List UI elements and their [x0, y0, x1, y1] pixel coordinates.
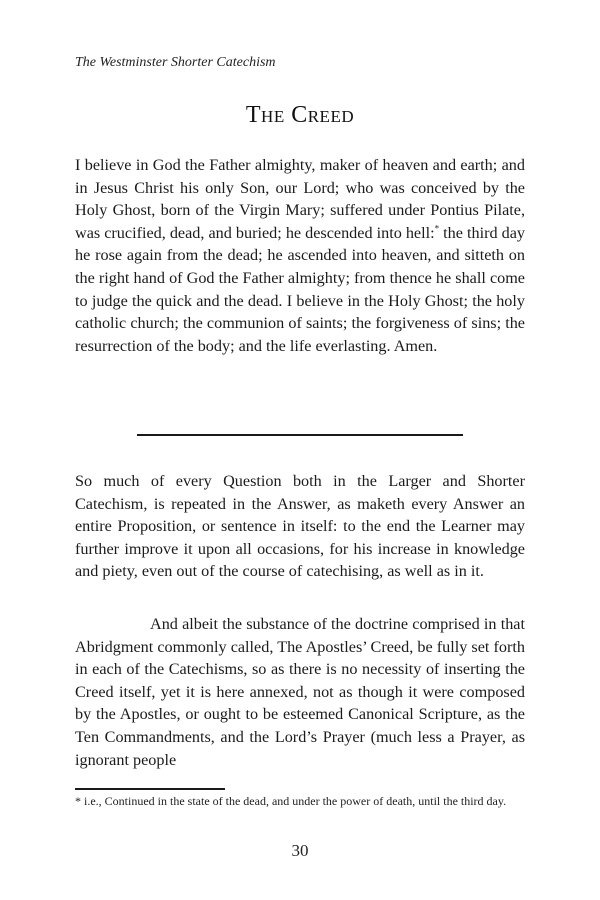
- creed-paragraph: [75, 154, 525, 357]
- note-paragraph-2: And albeit the substance of the doctrine comprised in that Abridgment commonly called, The Apostles’ Creed, be fully set forth in each of the Catechisms, so as there is no necessity of inserting the Creed itself, yet it is here annexed, not as though it were composed by the Apostles, or ought to be esteemed Canonical Scripture, as the Ten Commandments, and the Lord’s Prayer (much less a Prayer, as ignorant people: [75, 615, 525, 769]
- page-title: The Creed: [245, 102, 355, 128]
- footnote-text: i.e., Continued in the state of the dead, and under the power of death, until the third day.: [81, 794, 507, 808]
- footnote: [75, 793, 525, 810]
- running-head: The Westminster Shorter Catechism: [75, 55, 276, 70]
- footnote-reference: *: [434, 223, 440, 234]
- creed-text-part-1: I believe in God the Father almighty, maker of heaven and earth; and in Jesus Christ his only Son, our Lord; who was conceived by the Holy Ghost, born of the Virgin Mary; suffered under Pontius Pilate, was crucified, dead, and buried; he descended into hell:: [75, 156, 525, 242]
- page-number: 30: [291, 841, 309, 860]
- section-divider: [137, 434, 463, 436]
- footnote-divider: [75, 788, 225, 790]
- footnote-marker: *: [75, 794, 81, 808]
- creed-text-part-2: the third day he rose again from the dead; he ascended into heaven, and sitteth on the right hand of God the Father almighty; from thence he shall come to judge the quick and the dead. I believe in the Holy Ghost; the holy catholic church; the communion of saints; the forgiveness of sins; the resurrection of the body; and the life everlasting. Amen.: [75, 223, 525, 355]
- note-paragraph-1: So much of every Question both in the Larger and Shorter Catechism, is repeated in the Answer, as maketh every Answer an entire Proposition, or sentence in itself: to the end the Learner may further improve it upon all occasions, for his increase in knowledge and piety, even out of the course of catechising, as well as in it.: [75, 472, 525, 581]
